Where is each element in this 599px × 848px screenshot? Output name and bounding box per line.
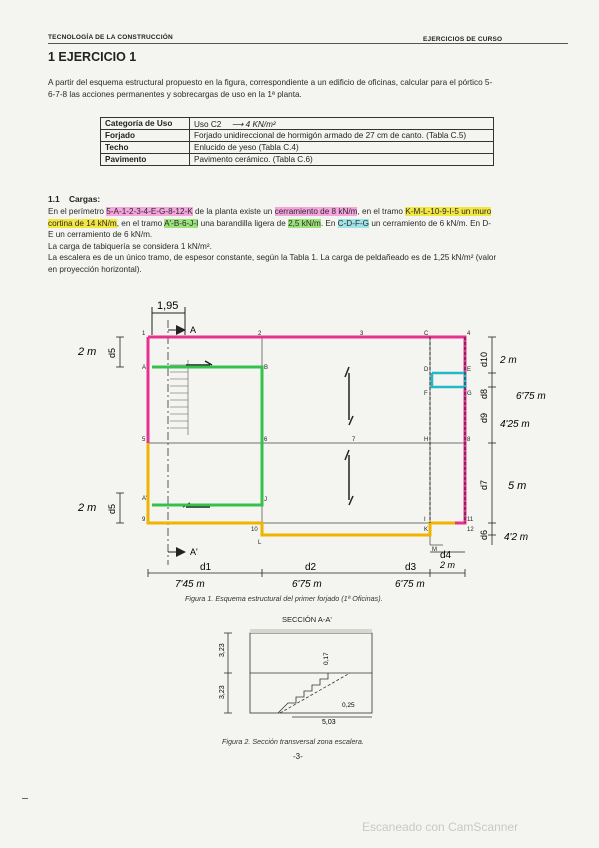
table-row: [101, 142, 494, 154]
figure1-caption: Figura 1. Esquema estructural del primer forjado (1ª Oficinas).: [185, 594, 383, 603]
text: , en el tramo: [116, 218, 165, 228]
section-mark-a: A: [190, 325, 197, 335]
enclosure-blue: [432, 373, 465, 387]
loads-paragraph: [48, 206, 568, 275]
dim-d1: d1: [200, 562, 212, 573]
node: 12: [467, 527, 474, 533]
table-row: [101, 118, 494, 130]
stairs: [170, 360, 188, 435]
hand-d4: 2 m: [440, 560, 456, 570]
dim-0-25: 0,25: [342, 702, 355, 709]
text: una barandilla ligera de: [198, 218, 289, 228]
highlight-green: A'-B-6-J-I: [164, 218, 199, 228]
section-title: Cargas:: [68, 194, 101, 204]
text: de la planta existe un: [192, 207, 275, 216]
page-number: -3-: [293, 752, 303, 761]
node: 11: [467, 517, 474, 523]
scan-mark: [22, 798, 28, 799]
hand-d2: 6'75 m: [292, 579, 322, 590]
node: J: [264, 497, 267, 503]
table-key: Categoría de Uso: [101, 118, 190, 130]
header-left: TECNOLOGÍA DE LA CONSTRUCCIÓN: [48, 34, 173, 41]
hand-d6: 4'2 m: [504, 532, 529, 543]
dim-d7: d7: [479, 479, 489, 490]
node: 5: [142, 437, 146, 443]
node: M: [432, 547, 437, 553]
section-mark-a-prime: A': [190, 547, 198, 557]
loads-line-5: La escalera es de un único tramo, de espesor constante, según la Tabla 1. La carga de peldañeado es de 1,25 kN/m² (valor: [48, 253, 497, 262]
dim-5-03: 5,03: [322, 719, 336, 725]
table-value: Enlucido de yeso (Tabla C.4): [190, 142, 494, 154]
section-number: 1.1: [48, 194, 60, 204]
hand-d3: 6'75 m: [395, 579, 425, 590]
curtain-wall-yellow: [148, 443, 455, 535]
loads-line-3: E un cerramiento de 6 kN/m.: [48, 230, 153, 239]
hand-d9: 4'25 m: [500, 419, 530, 430]
node: 6: [264, 437, 268, 443]
railing-green: [152, 367, 262, 505]
node: 4: [467, 331, 471, 337]
hand-d10: 2 m: [500, 355, 517, 366]
node: 2: [258, 331, 262, 337]
section-figure: [200, 625, 400, 725]
highlight-pink: 5-A-1-2-3-4-E-G-8-12-K: [106, 207, 193, 216]
hand-d7: 5 m: [508, 480, 527, 492]
highlight-blue: C-D-F-G: [337, 218, 370, 228]
hand-d1: 7'45 m: [175, 579, 205, 590]
data-table: [100, 117, 494, 166]
hand-2m-bottom: 2 m: [78, 502, 97, 514]
node: K: [424, 527, 429, 533]
dim-d5-top: d5: [107, 347, 117, 358]
hand-2m-top: 2 m: [78, 346, 97, 358]
header-divider: [48, 43, 568, 44]
dim-d6: d6: [479, 529, 489, 540]
handwritten-arrow-note: ⟶ 4 KN/m²: [231, 119, 276, 129]
exercise-title: 1 EJERCICIO 1: [48, 50, 137, 64]
dim-d8: d8: [479, 388, 489, 399]
table-value: [190, 118, 494, 130]
section-title: SECCIÓN A-A': [282, 615, 332, 624]
dim-3-23-top: 3,23: [219, 643, 226, 657]
node: D: [424, 367, 429, 373]
span-arrows: [183, 361, 353, 507]
handwritten-note: 4 KN/m²: [245, 119, 276, 129]
node: 1: [142, 331, 146, 337]
highlight-yellow: un muro: [458, 207, 492, 216]
intro-line-2: 6-7-8 las acciones permanentes y sobrecargas de uso en la 1ª planta.: [48, 89, 302, 99]
table-value-text: Uso C2: [194, 119, 222, 129]
node: B: [264, 365, 269, 371]
node: E: [467, 367, 472, 373]
dim-d4: d4: [440, 550, 452, 561]
table-key: Techo: [101, 142, 190, 154]
node: 9: [142, 517, 146, 523]
node: 10: [251, 527, 258, 533]
node: G: [467, 391, 472, 397]
node: H: [424, 437, 429, 443]
text: En el perímetro: [48, 207, 107, 216]
dim-d10: d10: [479, 351, 489, 367]
highlight-yellow: cortina de 14 kN/m: [48, 218, 117, 228]
text: un cerramiento de 6 kN/m. En D-: [369, 218, 491, 228]
node: A: [142, 365, 147, 371]
section-heading: [48, 194, 100, 204]
dim-d5-bottom: d5: [107, 503, 117, 514]
table-key: Forjado: [101, 130, 190, 142]
dim-d3: d3: [405, 562, 417, 573]
highlight-pink: cerramiento de 8 kN/m: [274, 207, 358, 216]
intro-line-1: A partir del esquema estructural propuesto en la figura, correspondiente a un edificio de oficinas, calcular para el pórtico 5-: [48, 78, 493, 87]
node: 3: [360, 331, 364, 337]
dim-3-23-bottom: 3,23: [219, 685, 226, 699]
table-row: [101, 154, 494, 166]
text: , en el tramo: [357, 207, 406, 216]
node: C: [424, 331, 429, 337]
highlight-yellow: K-M-L-10-9-I-5: [405, 207, 459, 216]
dim-d2: d2: [305, 562, 317, 573]
loads-line-2: [48, 218, 568, 230]
header-right: EJERCICIOS DE CURSO: [423, 36, 503, 43]
loads-line-6: en proyección horizontal).: [48, 264, 142, 274]
structural-plan-figure: [0, 295, 599, 605]
table-row: [101, 130, 494, 142]
node: 7: [352, 437, 356, 443]
intro-paragraph: [48, 77, 568, 100]
camscanner-watermark: Escaneado con CamScanner: [362, 820, 519, 834]
dim-0-17: 0,17: [323, 652, 330, 665]
dim-top: 1,95: [157, 300, 179, 312]
table-value: Pavimento cerámico. (Tabla C.6): [190, 154, 494, 166]
node: F: [424, 391, 428, 397]
highlight-green: 2,5 kN/m: [288, 218, 321, 228]
hand-d8: 6'75 m: [516, 391, 546, 402]
loads-line-4: La carga de tabiquería se considera 1 kN/m².: [48, 241, 212, 251]
node: L: [258, 540, 262, 546]
table-key: Pavimento: [101, 154, 190, 166]
dim-d9: d9: [479, 412, 489, 423]
table-value: Forjado unidireccional de hormigón armado de 27 cm de canto. (Tabla C.5): [190, 130, 494, 142]
node: 8: [467, 437, 471, 443]
node: I: [424, 517, 426, 523]
loads-line-1: [48, 206, 568, 218]
node: A': [142, 496, 148, 502]
text: . En: [320, 218, 338, 228]
figure2-caption: Figura 2. Sección transversal zona escalera.: [222, 737, 364, 746]
